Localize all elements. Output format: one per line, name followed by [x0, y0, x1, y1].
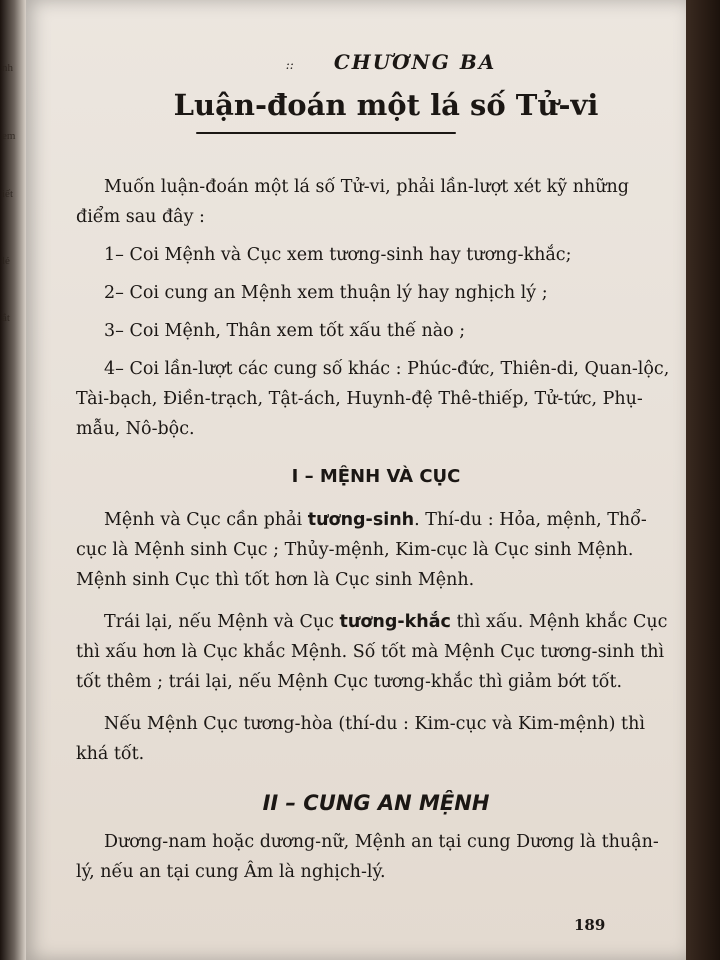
chapter-label-text: CHƯƠNG BA: [333, 50, 497, 74]
section1-paragraph-3: Nếu Mệnh Cục tương-hòa (thí-du : Kim-cục và Kim-mệnh) thì khá tốt.: [76, 714, 645, 764]
list-item: 3– Coi Mệnh, Thân xem tốt xấu thế nào ;: [104, 321, 466, 341]
title-underline: [196, 132, 456, 134]
page-number: 189: [574, 916, 606, 934]
margin-fragment: em: [2, 130, 16, 142]
section1-paragraph-1: [76, 505, 676, 595]
list-item: 2– Coi cung an Mệnh xem thuận lý hay nghịch lý ;: [104, 283, 548, 303]
emphasis-term: tương-sinh: [307, 510, 415, 530]
book-page: [26, 0, 686, 960]
list-item: 1– Coi Mệnh và Cục xem tương-sinh hay tương-khắc;: [104, 245, 572, 265]
list-item: 4– Coi lần-lượt các cung số khác : Phúc-đức, Thiên-di, Quan-lộc, Tài-bạch, Điền-trạch, Tật-ách, Huynh-đệ Thê-thiếp, Tử-tức, Phụ-mẫu, Nô-bộc.: [76, 359, 670, 439]
section1-paragraph-2: [76, 607, 676, 697]
intro-paragraph: Muốn luận-đoán một lá số Tử-vi, phải lần-lượt xét kỹ những điểm sau đây :: [76, 177, 629, 227]
section-heading-menh-va-cuc: I – MỆNH VÀ CỤC: [291, 466, 461, 487]
margin-fragment: nh: [2, 62, 13, 74]
emphasis-term: tương-khắc: [339, 612, 451, 632]
text-run: Mệnh và Cục cần phải: [104, 510, 308, 530]
section2-paragraph-1: Dương-nam hoặc dương-nữ, Mệnh an tại cung Dương là thuận-lý, nếu an tại cung Âm là nghịch-lý.: [76, 832, 659, 882]
chapter-ornament: ::: [285, 58, 294, 72]
previous-page-edge: [0, 0, 26, 960]
margin-fragment: ắt: [2, 312, 10, 324]
text-run: . Thí-du : Hỏa, mệnh, Thổ-cục là Mệnh sinh Cục ; Thủy-mệnh, Kim-cục là Cục sinh Mệnh. Mệnh sinh Cục thì tốt hơn là Cục sinh Mệnh.: [76, 510, 647, 590]
page-content: [76, 50, 676, 887]
text-run: Trái lại, nếu Mệnh và Cục: [104, 612, 340, 632]
section-heading-cung-an-menh: II – CUNG AN MỆNH: [262, 791, 490, 815]
chapter-title: Luận-đoán một lá số Tử-vi: [173, 88, 599, 122]
margin-fragment: lẻ: [2, 255, 10, 267]
chapter-label: [76, 50, 676, 74]
margin-fragment: iết: [2, 188, 13, 200]
text-run: thì xấu. Mệnh khắc Cục thì xấu hơn là Cục khắc Mệnh. Số tốt mà Mệnh Cục tương-sinh thì tốt thêm ; trái lại, nếu Mệnh Cục tương-khắc thì giảm bớt tốt.: [76, 612, 668, 692]
book-spine-edge: [686, 0, 720, 960]
